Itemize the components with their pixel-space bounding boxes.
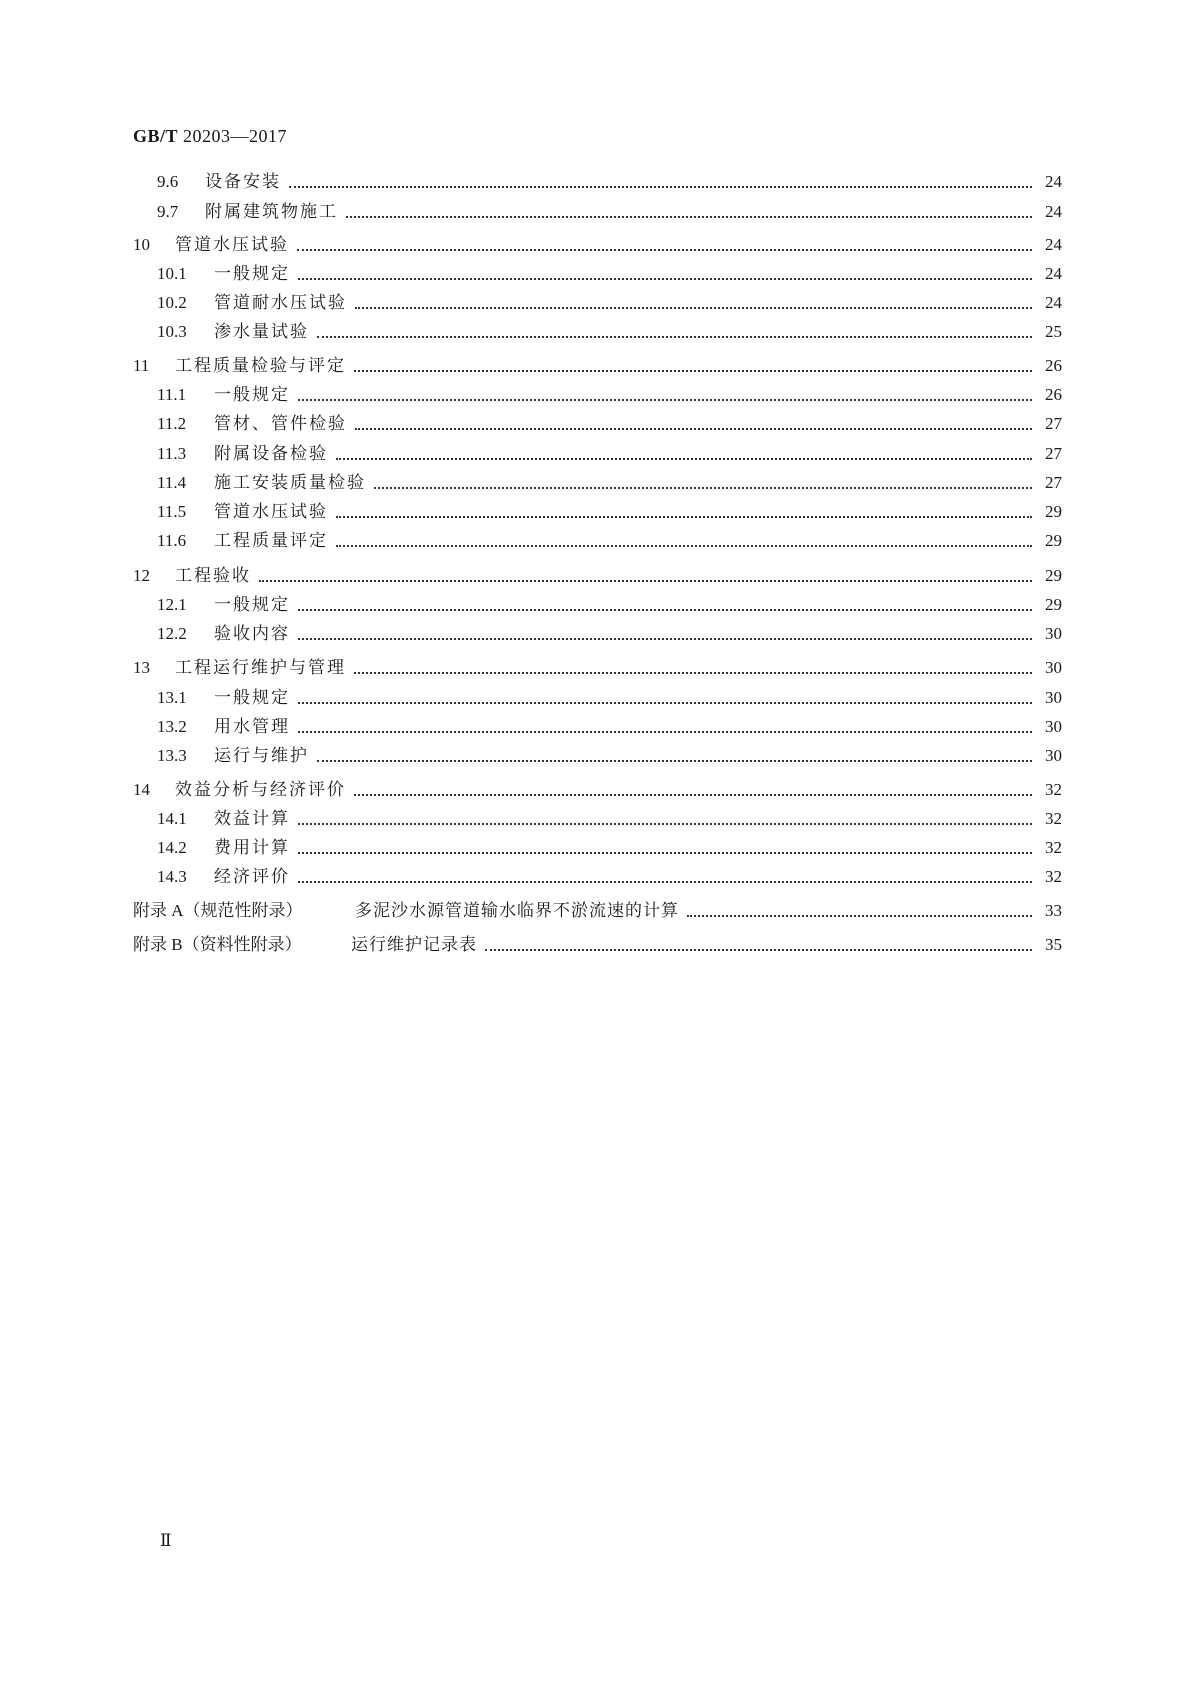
toc-entry-number: 13 (133, 658, 150, 677)
toc-entry-title: 附属设备检验 (214, 444, 328, 464)
standard-code: GB/T (133, 126, 179, 146)
toc-entry-title: 附属建筑物施工 (205, 202, 338, 222)
toc-entry-number: 附录 A（规范性附录） (133, 901, 303, 920)
toc-entry-page: 32 (1045, 838, 1062, 857)
toc-entry-page: 29 (1045, 531, 1062, 550)
toc-entry-number: 10.2 (157, 293, 187, 312)
table-of-contents (133, 0, 1062, 1684)
dot-leader (354, 672, 1032, 674)
toc-entry-11-5[interactable] (157, 500, 1062, 524)
toc-entry-10-2[interactable] (157, 291, 1062, 315)
toc-entry-14[interactable] (133, 778, 1062, 802)
toc-entry-number: 13.1 (157, 688, 187, 707)
toc-entry-10-1[interactable] (157, 262, 1062, 286)
toc-entry-title: 运行维护记录表 (351, 935, 477, 955)
toc-entry-page: 24 (1045, 202, 1062, 221)
toc-entry-14-3[interactable] (157, 865, 1062, 889)
toc-entry-title: 多泥沙水源管道输水临界不淤流速的计算 (355, 901, 679, 921)
toc-entry-title: 渗水量试验 (214, 322, 309, 342)
toc-entry-title: 工程质量评定 (214, 531, 328, 551)
toc-entry-title: 经济评价 (214, 867, 290, 887)
toc-entry-page: 30 (1045, 717, 1062, 736)
dot-leader (298, 823, 1032, 825)
toc-entry-11-2[interactable] (157, 412, 1062, 436)
toc-entry-page: 24 (1045, 172, 1062, 191)
dot-leader (336, 516, 1032, 518)
toc-entry-title: 效益计算 (214, 809, 290, 829)
toc-entry-title: 管道水压试验 (214, 502, 328, 522)
toc-entry-title: 管道水压试验 (175, 235, 289, 255)
toc-entry-page: 32 (1045, 809, 1062, 828)
toc-entry-page: 27 (1045, 414, 1062, 433)
dot-leader (289, 186, 1032, 188)
toc-entry-number: 11.2 (157, 414, 187, 433)
dot-leader (687, 915, 1032, 917)
toc-entry-number: 11.3 (157, 444, 187, 463)
toc-entry-number: 11 (133, 356, 150, 375)
dot-leader (374, 487, 1032, 489)
toc-entry-number: 9.6 (157, 172, 179, 191)
dot-leader (485, 949, 1032, 951)
toc-entry-13-1[interactable] (157, 686, 1062, 710)
dot-leader (298, 638, 1032, 640)
toc-entry-10[interactable] (133, 233, 1062, 257)
toc-entry-title: 管材、管件检验 (214, 414, 347, 434)
toc-entry-12-1[interactable] (157, 593, 1062, 617)
toc-entry-14-1[interactable] (157, 807, 1062, 831)
toc-entry-title: 运行与维护 (214, 746, 309, 766)
dot-leader (317, 336, 1032, 338)
toc-entry-title: 工程验收 (175, 566, 251, 586)
toc-entry-title: 用水管理 (214, 717, 290, 737)
dot-leader (297, 249, 1032, 251)
dot-leader (336, 545, 1032, 547)
toc-entry-title: 验收内容 (214, 624, 290, 644)
toc-entry-14-2[interactable] (157, 836, 1062, 860)
dot-leader (298, 852, 1032, 854)
toc-entry-number: 11.4 (157, 473, 187, 492)
toc-entry-number: 10.3 (157, 322, 187, 341)
toc-entry-page: 33 (1045, 901, 1062, 920)
toc-entry-page: 30 (1045, 746, 1062, 765)
toc-entry-title: 管道耐水压试验 (214, 293, 347, 313)
toc-entry-11-1[interactable] (157, 383, 1062, 407)
toc-entry-number: 12.1 (157, 595, 187, 614)
toc-entry-title: 一般规定 (214, 385, 290, 405)
toc-entry-number: 12 (133, 566, 150, 585)
toc-entry-page: 24 (1045, 293, 1062, 312)
toc-entry-title: 一般规定 (214, 688, 290, 708)
toc-entry-title: 工程运行维护与管理 (175, 658, 346, 678)
dot-leader (354, 794, 1032, 796)
toc-entry-page: 30 (1045, 688, 1062, 707)
toc-entry-page: 24 (1045, 264, 1062, 283)
toc-entry-number: 10.1 (157, 264, 187, 283)
toc-entry-number: 10 (133, 235, 150, 254)
toc-entry-11-6[interactable] (157, 529, 1062, 553)
toc-entry-title: 一般规定 (214, 595, 290, 615)
toc-entry-title: 设备安装 (205, 172, 281, 192)
toc-entry-title: 费用计算 (214, 838, 290, 858)
dot-leader (317, 760, 1032, 762)
toc-entry-13-2[interactable] (157, 715, 1062, 739)
toc-entry-number: 11.1 (157, 385, 187, 404)
toc-entry-11-3[interactable] (157, 442, 1062, 466)
toc-entry-page: 32 (1045, 867, 1062, 886)
toc-entry-appendix-b[interactable] (133, 933, 1062, 957)
toc-entry-number: 11.5 (157, 502, 187, 521)
toc-entry-page: 32 (1045, 780, 1062, 799)
toc-entry-page: 24 (1045, 235, 1062, 254)
toc-entry-12-2[interactable] (157, 622, 1062, 646)
dot-leader (354, 370, 1032, 372)
toc-entry-11-4[interactable] (157, 471, 1062, 495)
dot-leader (298, 702, 1032, 704)
dot-leader (355, 428, 1032, 430)
toc-entry-title: 一般规定 (214, 264, 290, 284)
dot-leader (298, 399, 1032, 401)
dot-leader (336, 458, 1032, 460)
toc-entry-10-3[interactable] (157, 320, 1062, 344)
toc-entry-page: 27 (1045, 444, 1062, 463)
toc-entry-number: 附录 B（资料性附录） (133, 935, 302, 954)
toc-entry-page: 30 (1045, 658, 1062, 677)
toc-entry-13-3[interactable] (157, 744, 1062, 768)
dot-leader (355, 307, 1032, 309)
dot-leader (298, 881, 1032, 883)
toc-entry-number: 12.2 (157, 624, 187, 643)
toc-entry-appendix-a[interactable] (133, 899, 1062, 923)
toc-entry-number: 9.7 (157, 202, 179, 221)
toc-entry-page: 30 (1045, 624, 1062, 643)
toc-entry-12[interactable] (133, 564, 1062, 588)
dot-leader (298, 278, 1032, 280)
toc-entry-page: 35 (1045, 935, 1062, 954)
toc-entry-title: 工程质量检验与评定 (175, 356, 346, 376)
toc-entry-page: 29 (1045, 566, 1062, 585)
dot-leader (346, 216, 1032, 218)
page-number: Ⅱ (160, 1531, 172, 1550)
toc-entry-number: 14.1 (157, 809, 187, 828)
toc-entry-number: 14.2 (157, 838, 187, 857)
toc-entry-title: 施工安装质量检验 (214, 473, 366, 493)
toc-entry-page: 29 (1045, 595, 1062, 614)
toc-entry-page: 27 (1045, 473, 1062, 492)
toc-entry-9-6[interactable] (157, 170, 1062, 194)
toc-entry-page: 26 (1045, 385, 1062, 404)
toc-entry-9-7[interactable] (157, 200, 1062, 224)
toc-entry-page: 26 (1045, 356, 1062, 375)
toc-entry-number: 13.3 (157, 746, 187, 765)
toc-entry-number: 13.2 (157, 717, 187, 736)
standard-number: 20203—2017 (183, 126, 288, 146)
dot-leader (259, 580, 1032, 582)
toc-entry-11[interactable] (133, 354, 1062, 378)
toc-entry-number: 14 (133, 780, 150, 799)
toc-entry-page: 29 (1045, 502, 1062, 521)
toc-entry-13[interactable] (133, 656, 1062, 680)
dot-leader (298, 609, 1032, 611)
toc-entry-number: 14.3 (157, 867, 187, 886)
toc-entry-page: 25 (1045, 322, 1062, 341)
dot-leader (298, 731, 1032, 733)
toc-entry-number: 11.6 (157, 531, 187, 550)
toc-entry-title: 效益分析与经济评价 (175, 780, 346, 800)
